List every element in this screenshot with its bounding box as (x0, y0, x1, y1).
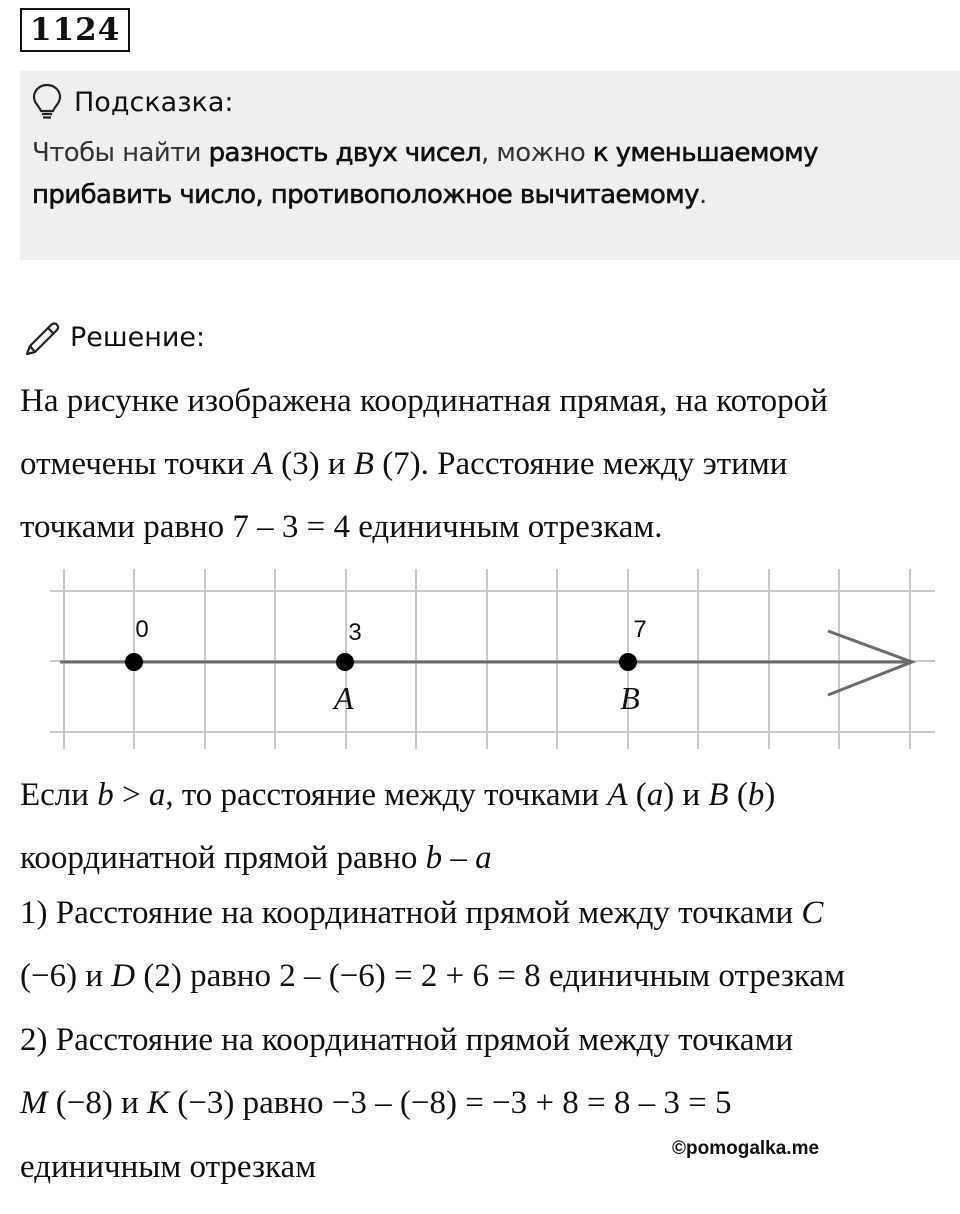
solution-p2-line2: координатной прямой равно b – a (20, 840, 492, 876)
solution-item2-line2: M (−8) и K (−3) равно −3 – (−8) = −3 + 8 = 8 – 3 = 5 (20, 1085, 732, 1121)
solution-title (22, 314, 205, 360)
label-coord-0: 0 (135, 616, 149, 643)
point-origin (125, 653, 143, 671)
number-line-figure (40, 565, 940, 755)
solution-item1-line1: 1) Расстояние на координатной прямой между точками C (20, 895, 824, 931)
hint-title (32, 82, 234, 122)
label-point-b: B (620, 680, 640, 716)
solution-item1-line2: (−6) и D (2) равно 2 – (−6) = 2 + 6 = 8 единичным отрезкам (20, 958, 845, 994)
task-number: 1124 (20, 8, 130, 52)
hint-bold-difference: разность двух чисел (208, 138, 481, 168)
hint-title-label: Подсказка: (74, 86, 234, 118)
solution-item2-line1: 2) Расстояние на координатной прямой между точками (20, 1022, 794, 1058)
solution-item2-line3: единичным отрезкам (20, 1149, 317, 1185)
grid (50, 569, 935, 749)
solution-p1-line2: отмечены точки A (3) и B (7). Расстояние между этими (20, 446, 788, 482)
solution-p1-line3: точками равно 7 – 3 = 4 единичным отрезкам. (20, 509, 663, 545)
label-coord-3: 3 (348, 619, 362, 646)
hint-bold-minuend: к уменьшаемому (592, 138, 818, 168)
solution-p2-line1: Если b > a, то расстояние между точками A (a) и B (b) (20, 777, 776, 813)
lightbulb-icon (32, 83, 62, 121)
point-b (619, 653, 637, 671)
solution-p1-line1: На рисунке изображена координатная прямая, на которой (20, 383, 828, 419)
pencil-icon (22, 317, 62, 357)
hint-bold-add-opposite: прибавить число, противоположное вычитаемому (32, 180, 699, 210)
watermark: ©pomogalka.me (672, 1138, 820, 1159)
point-a (336, 653, 354, 671)
label-coord-7: 7 (633, 616, 647, 643)
label-point-a: A (334, 680, 354, 716)
solution-title-label: Решение: (70, 321, 206, 353)
hint-text: Чтобы найти разность двух чисел, можно к уменьшаемому прибавить число, противоположное вычитаемому. (32, 138, 818, 210)
